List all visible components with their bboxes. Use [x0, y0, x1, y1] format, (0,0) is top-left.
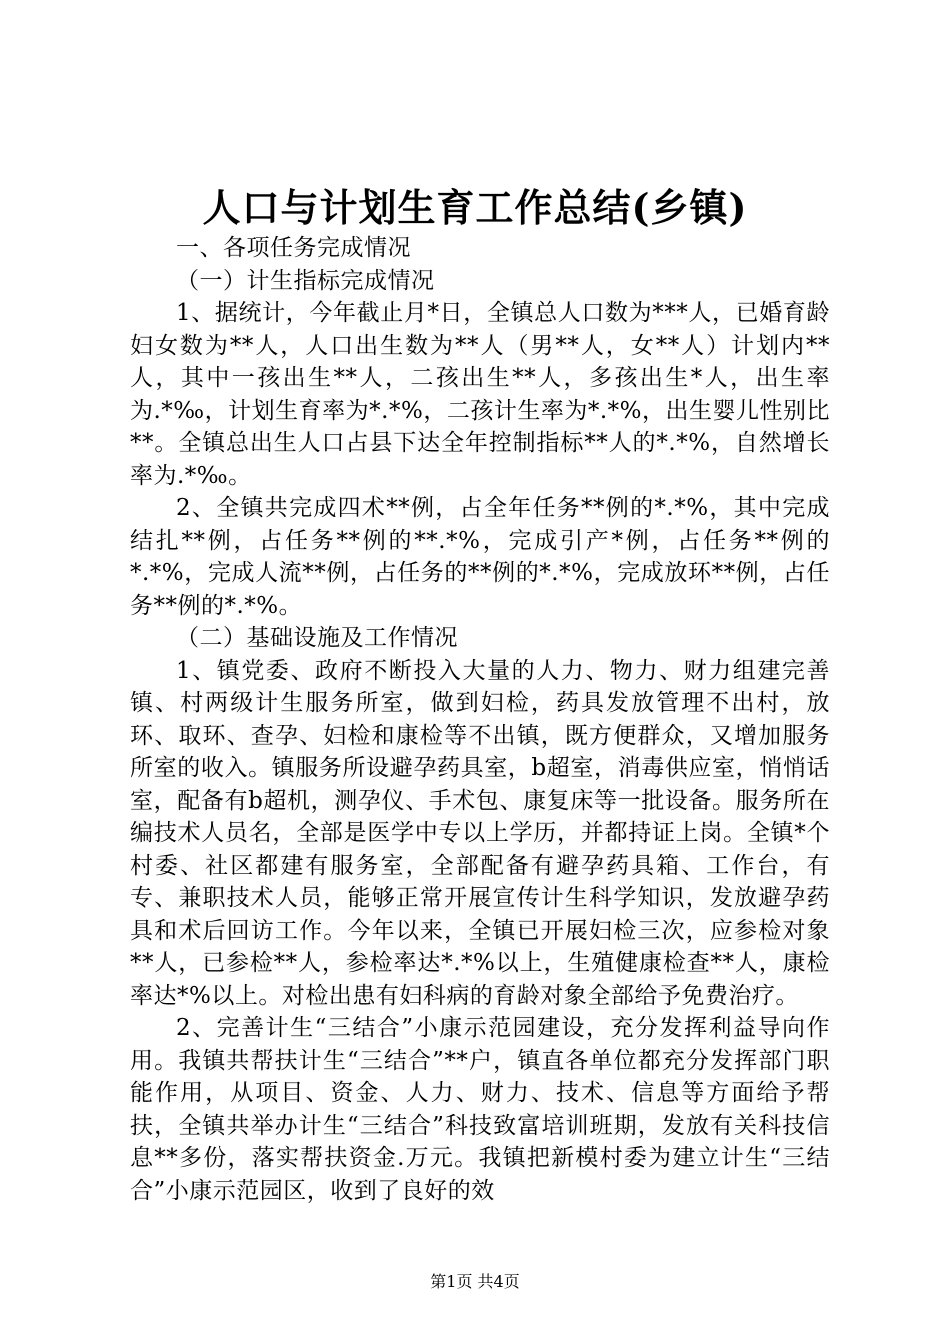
subsection-heading-2: （二）基础设施及工作情况: [176, 625, 458, 651]
paragraph-indicators-2: 2、全镇共完成四术**例，占全年任务**例的*.*%，其中完成结扎**例，占任务**例的**.*%，完成引产*例，占任务**例的*.*%，完成人流**例，占任务的**例的*.*%，完成放环**例，占任务**例的*.*%。: [130, 495, 830, 619]
page-footer: 第1页 共4页: [430, 1272, 520, 1291]
paragraph-infrastructure-1: 1、镇党委、政府不断投入大量的人力、物力、财力组建完善镇、村两级计生服务所室，做到妇检，药具发放管理不出村，放环、取环、查孕、妇检和康检等不出镇，既方便群众，又增加服务所室的收入。镇服务所设避孕药具室，b超室，消毒供应室，悄悄话室，配备有b超机，测孕仪、手术包、康复床等一批设备。服务所在编技术人员名，全部是医学中专以上学历，并都持证上岗。全镇*个村委、社区都建有服务室，全部配备有避孕药具箱、工作台，有专、兼职技术人员，能够正常开展宣传计生科学知识，发放避孕药具和术后回访工作。今年以来，全镇已开展妇检三次，应参检对象**人，已参检**人，参检率达*.*%以上，生殖健康检查**人，康检率达*%以上。对检出患有妇科病的育龄对象全部给予免费治疗。: [130, 657, 830, 1009]
subsection-heading-1: （一）计生指标完成情况: [176, 267, 435, 294]
paragraph-indicators-1: 1、据统计，今年截止月*日，全镇总人口数为***人，已婚育龄妇女数为**人，人口出生数为**人（男**人，女**人）计划内**人，其中一孩出生**人，二孩出生**人，多孩出生*人，出生率为.*‰，计划生育率为*.*%，二孩计生率为*.*%，出生婴儿性别比**。全镇总出生人口占县下达全年控制指标**人的*.*%，自然增长率为.*‰。: [130, 300, 831, 489]
document-body: [130, 232, 830, 1207]
section-heading-1: 一、各项任务完成情况: [176, 235, 411, 261]
document-title: 人口与计划生育工作总结(乡镇): [202, 185, 748, 230]
paragraph-infrastructure-2: 2、完善计生“三结合”小康示范园建设，充分发挥利益导向作用。我镇共帮扶计生“三结合”**户，镇直各单位都充分发挥部门职能作用，从项目、资金、人力、财力、技术、信息等方面给予帮扶，全镇共举办计生“三结合”科技致富培训班期，发放有关科技信息**多份，落实帮扶资金.万元。我镇把新模村委为建立计生“三结合”小康示范园区，收到了良好的效: [130, 1015, 830, 1204]
